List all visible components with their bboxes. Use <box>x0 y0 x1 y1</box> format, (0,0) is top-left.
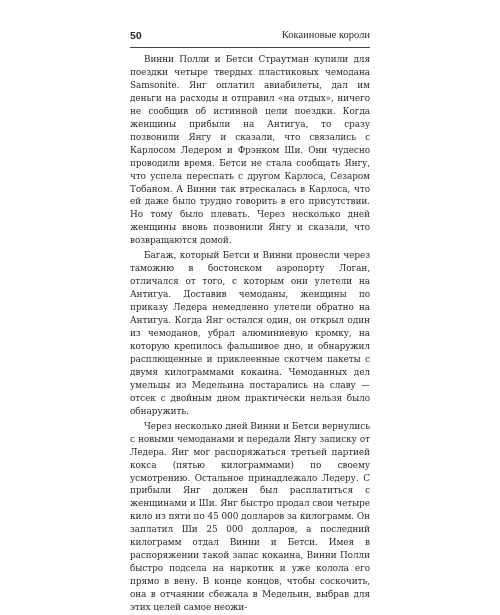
paragraph-2: Багаж, который Бетси и Винни пронесли через таможню в бостонском аэропорту Логан, отличался от того, с которым они улетели на Антигуа. Доставив чемоданы, женщины по приказу Ледера немедленно улетели обратно на Антигуа. Когда Янг остался один, он открыл один из чемоданов, убрал алюминиевую кромку, на которую крепилось фальшивое дно, и обнаружил расплющенные и приклеенные скотчем пакеты с двумя килограммами кокаина. Чемоданных дел умельцы из Медельина постарались на славу — отсек с двойным дном практически нельзя было обнаружить. <box>130 251 370 417</box>
page-header <box>130 30 370 46</box>
paragraph-3: Через несколько дней Винни и Бетси вернулись с новыми чемоданами и передали Янгу записку от Ледера. Янг мог распоряжаться третьей партией кокса (пятью килограммами) по своему усмотрению. Остальное принадлежало Ледеру. С прибыли Янг должен был расплатиться с женщинами и Ши. Янг быстро продал свои четыре кило из пяти по 45 000 долларов за килограмм. Он заплатил Ши 25 000 долларов, а последний килограмм отдал Винни и Бетси. Имея в распоряжении такой запас кокаина, Винни Полли быстро подсела на наркотик и уже колола его прямо в вену. В конце концов, чтобы соскочить, она в отчаянии сбежала в Медельин, выбрав для этих целей самое неожи- <box>130 421 370 614</box>
header-divider <box>130 47 370 48</box>
body-text <box>130 54 370 615</box>
page-number: 50 <box>130 30 142 42</box>
paragraph-1: Винни Полли и Бетси Страутман купили для поездки четыре твердых пластиковых чемодана Samsonite. Янг оплатил авиабилеты, дал им деньги на расходы и отправил «на отдых», ничего не сообщив об истинной цели поездки. Когда женщины прибыли на Антигуа, то сразу позвонили Янгу и сказали, что связались с Карлосом Ледером и Фрэнком Ши. Они чудесно проводили время. Бетси не стала сообщать Янгу, что успела переспать с другом Карлоса, Сезаром Тобаном. А Винни так втрескалась в Карлоса, что ей даже было трудно говорить в его присутствии. Но тому было плевать. Через несколько дней женщины вновь позвонили Янгу и сказали, что возвращаются домой. <box>130 55 370 247</box>
running-title: Кокаиновые короли <box>281 30 370 41</box>
